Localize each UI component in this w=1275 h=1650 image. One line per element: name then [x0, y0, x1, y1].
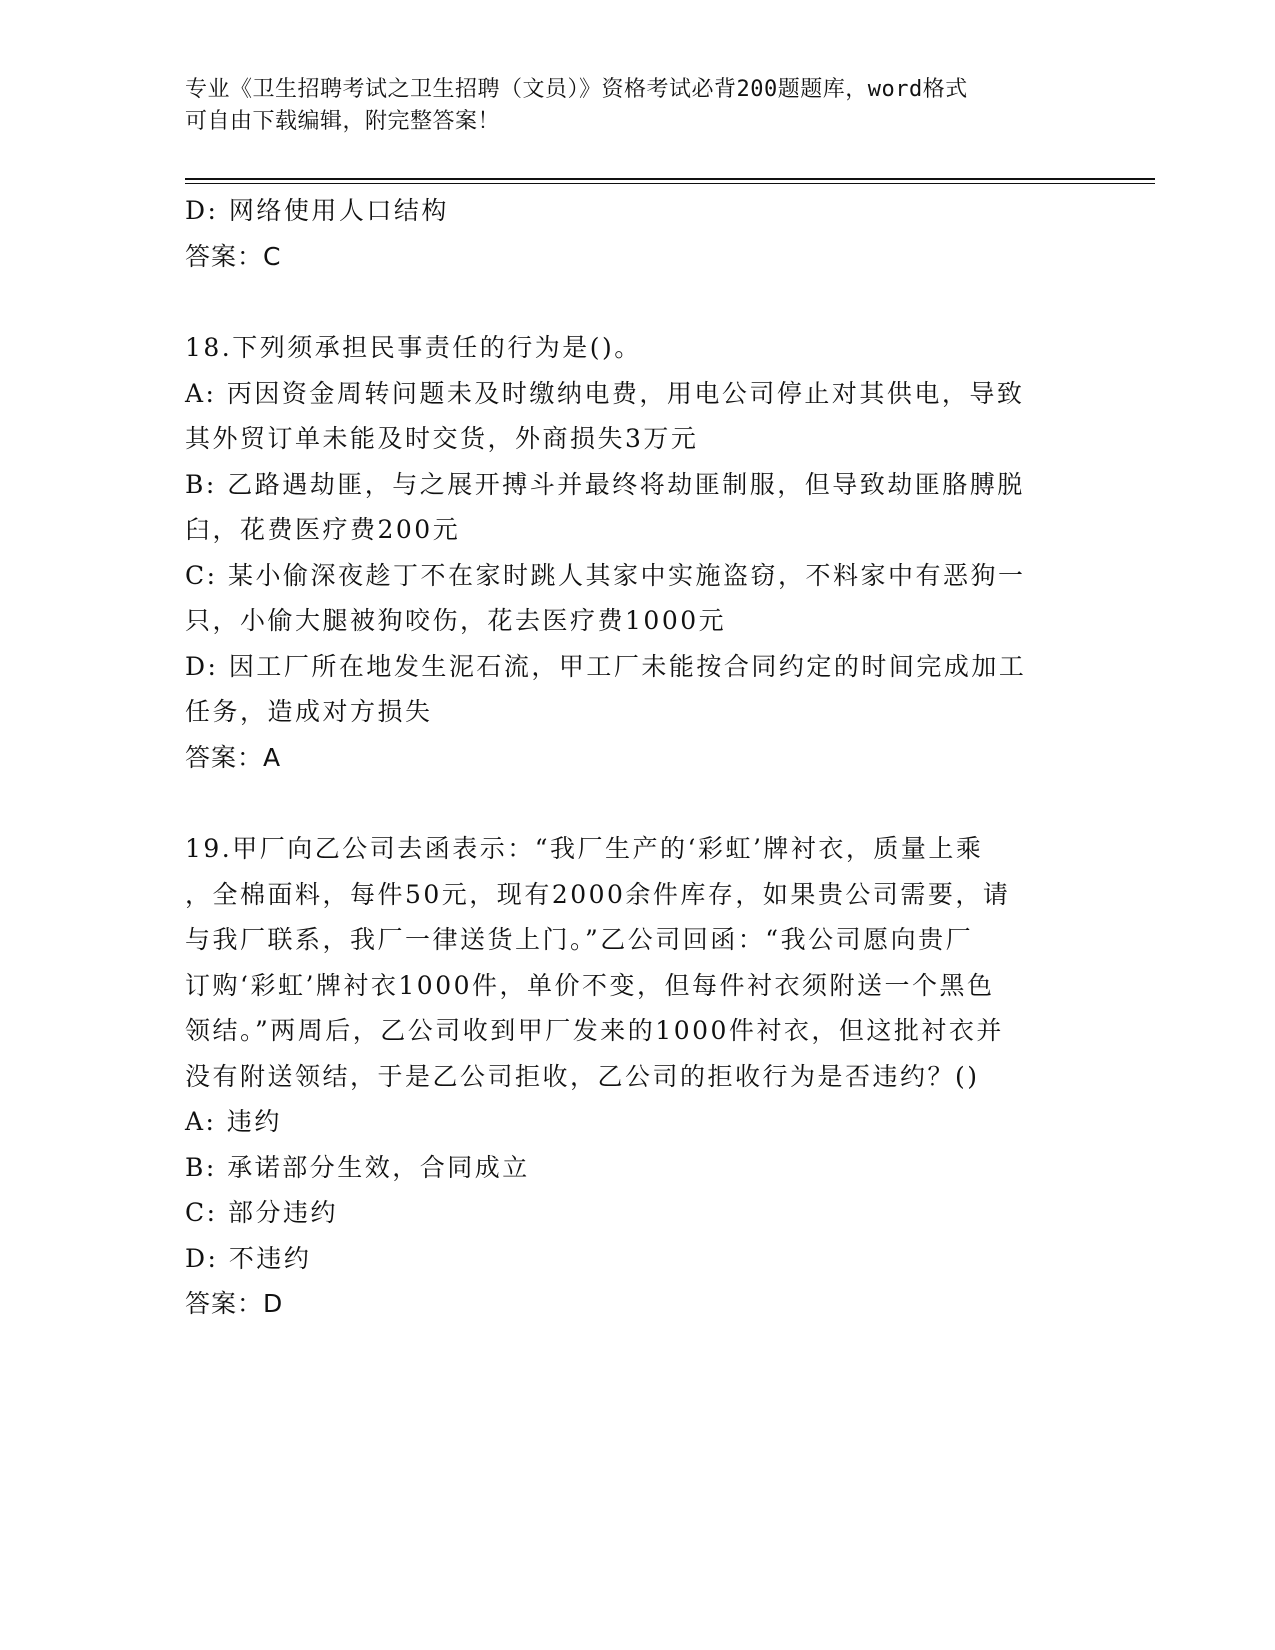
question-18-option-c: C: 某小偷深夜趁丁不在家时跳人其家中实施盗窃，不料家中有恶狗一: [185, 560, 1026, 590]
question-19-answer: 答案：D: [185, 1289, 284, 1318]
prev-option-d: D: 网络使用人口结构: [185, 196, 449, 225]
question-18-option-a: A: 丙因资金周转问题未及时缴纳电费，用电公司停止对其供电，导致: [185, 378, 1025, 408]
question-18: [185, 325, 1075, 780]
spacer: [185, 279, 1075, 325]
question-18-option-d-cont: 任务，造成对方损失: [185, 697, 433, 726]
question-18-option-c-cont: 只，小偷大腿被狗咬伤，花去医疗费1000元: [185, 606, 727, 635]
question-19-stem-line: 领结。”两周后，乙公司收到甲厂发来的1000件衬衣，但这批衬衣并: [185, 1016, 1004, 1045]
prev-answer: 答案：C: [185, 241, 282, 271]
question-18-option-b: B: 乙路遇劫匪，与之展开搏斗并最终将劫匪制服，但导致劫匪胳膊脱: [185, 469, 1025, 499]
question-19-option-a: A: 违约: [185, 1107, 282, 1136]
question-19-option-c: C: 部分违约: [185, 1198, 338, 1227]
question-19-stem-line: 19.甲厂向乙公司去函表示：“我厂生产的‘彩虹’牌衬衣，质量上乘: [185, 834, 984, 863]
document-header: [185, 74, 1085, 138]
question-19-stem-line: 没有附送领结，于是乙公司拒收，乙公司的拒收行为是否违约？(): [185, 1061, 980, 1091]
header-divider-thin: [185, 183, 1155, 184]
spacer: [185, 780, 1075, 826]
question-19-stem-line: 与我厂联系，我厂一律送货上门。”乙公司回函：“我公司愿向贵厂: [185, 925, 974, 954]
question-19-option-d: D: 不违约: [185, 1243, 312, 1273]
question-content: [185, 188, 1075, 1327]
question-18-option-b-cont: 臼，花费医疗费200元: [185, 515, 461, 544]
header-line-1: 专业《卫生招聘考试之卫生招聘（文员）》资格考试必背200题题库，word格式: [185, 77, 968, 102]
question-19-stem-line: 订购‘彩虹’牌衬衣1000件，单价不变，但每件衬衣须附送一个黑色: [185, 970, 995, 1000]
header-line-2: 可自由下载编辑，附完整答案！: [185, 109, 501, 134]
header-divider-thick: [185, 178, 1155, 180]
question-18-stem: 18.下列须承担民事责任的行为是()。: [185, 333, 642, 362]
question-18-answer: 答案：A: [185, 742, 282, 772]
question-19: [185, 826, 1075, 1327]
question-18-option-d: D: 因工厂所在地发生泥石流，甲工厂未能按合同约定的时间完成加工: [185, 651, 1027, 681]
question-19-option-b: B: 承诺部分生效，合同成立: [185, 1152, 530, 1182]
question-19-stem-line: ，全棉面料，每件50元，现有2000余件库存，如果贵公司需要，请: [185, 879, 1011, 909]
question-18-option-a-cont: 其外贸订单未能及时交货，外商损失3万元: [185, 424, 699, 453]
